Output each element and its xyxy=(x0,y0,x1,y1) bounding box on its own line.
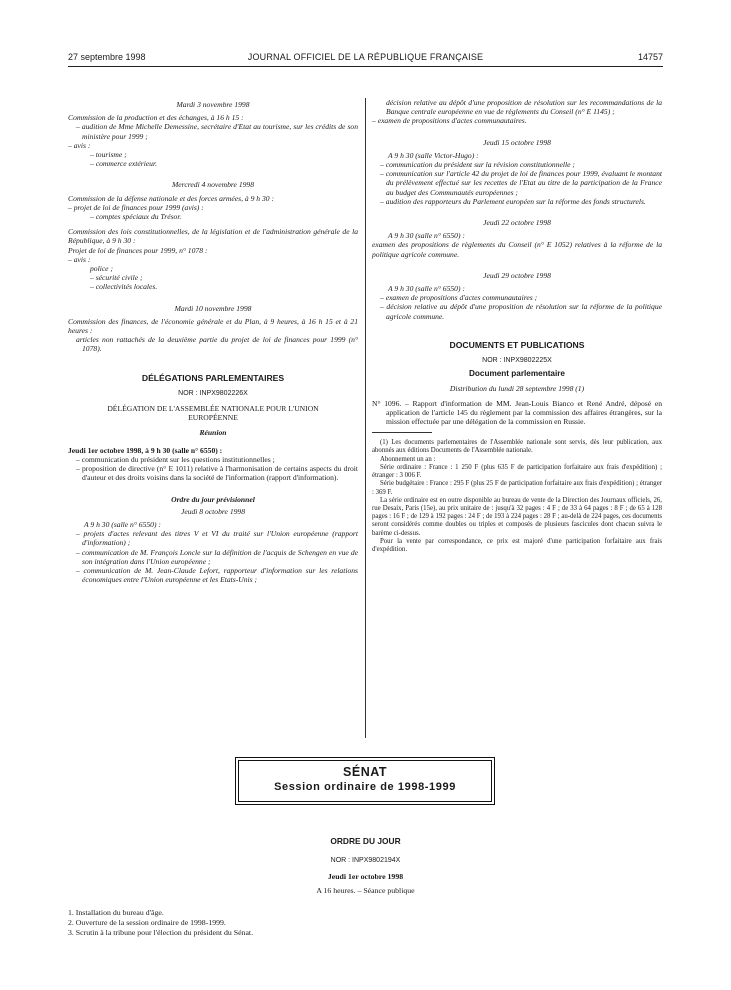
agenda-title: ORDRE DU JOUR xyxy=(330,836,401,846)
header-rule xyxy=(68,66,663,67)
section-title: DOCUMENTS ET PUBLICATIONS xyxy=(449,339,585,350)
page-number: 14757 xyxy=(637,52,663,62)
text-line: – examen de propositions d'actes communautaires ; xyxy=(380,293,538,303)
senat-heading-box xyxy=(238,760,492,802)
footnote: Série ordinaire : France : 1 250 F (plus 635 F de participation forfaitaire aux frais d'expédition) ; étranger : 3 006 F. xyxy=(372,463,662,480)
text-line: – projet de loi de finances pour 1999 (avis) : xyxy=(68,202,204,212)
text-line: – commerce extérieur. xyxy=(90,159,157,169)
day-heading: Jeudi 22 octobre 1998 xyxy=(483,218,551,228)
text-line: – projets d'actes relevant des titres V et VI du traité sur l'Union européenne (rapport d'information) ; xyxy=(76,529,358,548)
text-line: Commission des finances, de l'économie générale et du Plan, à 9 heures, à 16 h 15 et à 21 heures : xyxy=(68,316,358,336)
day-heading: Jeudi 29 octobre 1998 xyxy=(483,270,551,280)
agenda-item: 2. Ouverture de la session ordinaire de 1998-1999. xyxy=(68,918,226,927)
text-line: – communication du président sur la révision constitutionnelle ; xyxy=(380,160,575,170)
right-column xyxy=(372,98,662,554)
text-line: – proposition de directive (n° E 1011) relative à l'harmonisation de certains aspects du droit d'auteur et des droits voisins dans la société de l'information (rapport d'information). xyxy=(76,464,358,483)
day-heading: Mercredi 4 novembre 1998 xyxy=(171,180,255,190)
nor-reference: NOR : INPX9802194X xyxy=(330,857,401,864)
subsection-title: Réunion xyxy=(199,428,227,438)
text-line: examen des propositions de règlements du Conseil (n° E 1052) relatives à la réforme de la politique agricole commune. xyxy=(372,240,662,259)
meeting-date: Jeudi 1er octobre 1998, à 9 h 30 (salle n° 6550) : xyxy=(68,445,223,455)
footnote: Pour la vente par correspondance, ce prix est majoré d'une participation forfaitaire aux frais d'expédition. xyxy=(372,537,662,553)
nor-reference: NOR : INPX9802226X xyxy=(178,389,248,397)
text-line: – avis : xyxy=(68,254,91,264)
session-title: Session ordinaire de 1998-1999 xyxy=(274,781,456,793)
text-line: A 9 h 30 (salle Victor-Hugo) : xyxy=(388,150,479,160)
column-divider xyxy=(365,98,366,738)
text-line: A 9 h 30 (salle n° 6550) : xyxy=(388,284,465,294)
day-heading: Mardi 10 novembre 1998 xyxy=(174,303,252,313)
text-line: Projet de loi de finances pour 1999, n° 1078 : xyxy=(68,245,208,255)
text-line: A 9 h 30 (salle n° 6550) : xyxy=(388,231,465,241)
header-date: 27 septembre 1998 xyxy=(68,52,146,62)
report-entry: N° 1096. – Rapport d'information de MM. Jean-Louis Bianco et René André, déposé en application de l'article 145 du règlement par la commission des affaires étrangères, sur la mission effectuée par une délégation de la commission en Russie. xyxy=(372,398,662,427)
page-header xyxy=(68,52,663,66)
distribution-date: Distribution du lundi 28 septembre 1998 (1) xyxy=(449,384,585,394)
footnote: La série ordinaire est en outre disponible au bureau de vente de la Direction des Journaux officiels, 26, rue Desaix, Paris (15e), au prix unitaire de : jusqu'à 32 pages : 4 F ; de 33 à 64 pages : 8 F ; de 65 à 128 pages : 16 F ; de 129 à 192 pages : 24 F ; de 193 à 224 pages : 28 F ; au-delà de 224 pages, ces documents seront considérés comme doubles ou triples et composés de plusieurs fascicules dont chacun suivra le barème ci-dessus. xyxy=(372,496,662,537)
senat-title: SÉNAT xyxy=(343,765,387,779)
section-title: DÉLÉGATIONS PARLEMENTAIRES xyxy=(141,372,285,383)
agenda-date: Jeudi 1er octobre 1998 xyxy=(327,872,404,881)
text-line: décision relative au dépôt d'une proposition de résolution sur les recommandations de la Banque centrale européenne en vue de règlements du Conseil (n° E 1145) ; xyxy=(386,98,662,117)
text-line: – décision relative au dépôt d'une proposition de résolution sur la réforme de la politique agricole commune. xyxy=(380,302,662,321)
subsection-title: Ordre du jour prévisionnel xyxy=(171,494,255,504)
text-line: articles non rattachés de la deuxième partie du projet de loi de finances pour 1999 (n° 1078). xyxy=(76,335,358,354)
text-line: – communication de M. François Loncle sur la définition de l'acquis de Schengen en vue de son intégration dans l'Union européenne ; xyxy=(76,547,358,566)
day-heading: Mardi 3 novembre 1998 xyxy=(176,100,250,109)
footnote: Abonnement un an : xyxy=(380,455,436,463)
text-line: police ; xyxy=(90,264,113,274)
text-line: Commission de la production et des échanges, à 16 h 15 : xyxy=(68,113,244,123)
footnote-rule xyxy=(372,432,432,433)
text-line: – comptes spéciaux du Trésor. xyxy=(90,212,182,222)
text-line: – sécurité civile ; xyxy=(90,273,143,283)
footnote: Série budgétaire : France : 295 F (plus 25 F de participation forfaitaire aux frais d'expédition) ; étranger : 369 F. xyxy=(372,480,662,496)
text-line: Commission des lois constitutionnelles, de la législation et de l'administration générale de la République, à 9 h 30 : xyxy=(68,227,358,246)
senat-agenda xyxy=(68,836,663,938)
agenda-item: 3. Scrutin à la tribune pour l'élection du président du Sénat. xyxy=(68,928,254,937)
text-line: A 9 h 30 (salle n° 6550) : xyxy=(84,519,161,529)
agenda-item: 1. Installation du bureau d'âge. xyxy=(68,908,164,917)
journal-title: JOURNAL OFFICIEL DE LA RÉPUBLIQUE FRANÇAISE xyxy=(247,52,484,62)
text-line: – communication sur l'article 42 du projet de loi de finances pour 1999, évaluant le montant du prélèvement effectué sur les recettes de l'Etat au titre de la participation de la France au budget des Communautés européennes ; xyxy=(380,169,662,197)
session-time: A 16 heures. – Séance publique xyxy=(316,886,415,895)
text-line: – examen de propositions d'actes communautaires. xyxy=(372,116,527,126)
text-line: Commission de la défense nationale et des forces armées, à 9 h 30 : xyxy=(68,193,274,203)
text-line: – collectivités locales. xyxy=(90,282,158,292)
delegation-name: DÉLÉGATION DE L'ASSEMBLÉE NATIONALE POUR L'UNION EUROPÉENNE xyxy=(107,404,319,423)
nor-reference: NOR : INPX9802225X xyxy=(482,357,552,365)
day-heading: Jeudi 15 octobre 1998 xyxy=(483,137,551,147)
left-column xyxy=(68,98,358,584)
text-line: – audition des rapporteurs du Parlement européen sur la réforme des fonds structurels. xyxy=(380,196,646,206)
subsection-title: Document parlementaire xyxy=(468,369,565,379)
text-line: – tourisme ; xyxy=(90,150,127,160)
footnote: (1) Les documents parlementaires de l'Assemblée nationale sont servis, dès leur publication, aux abonnés aux éditions Documents de l'Assemblée nationale. xyxy=(372,439,662,455)
day-heading: Jeudi 8 octobre 1998 xyxy=(180,506,246,516)
text-line: – audition de Mme Michelle Demessine, secrétaire d'Etat au tourisme, sur les crédits de son ministère pour 1999 ; xyxy=(76,122,358,141)
text-line: – communication du président sur les questions institutionnelles ; xyxy=(76,454,275,464)
text-line: – avis : xyxy=(68,140,91,150)
text-line: – communication de M. Jean-Claude Lefort, rapporteur d'information sur les relations économiques entre l'Union européenne et les Etats-Unis ; xyxy=(76,565,358,585)
